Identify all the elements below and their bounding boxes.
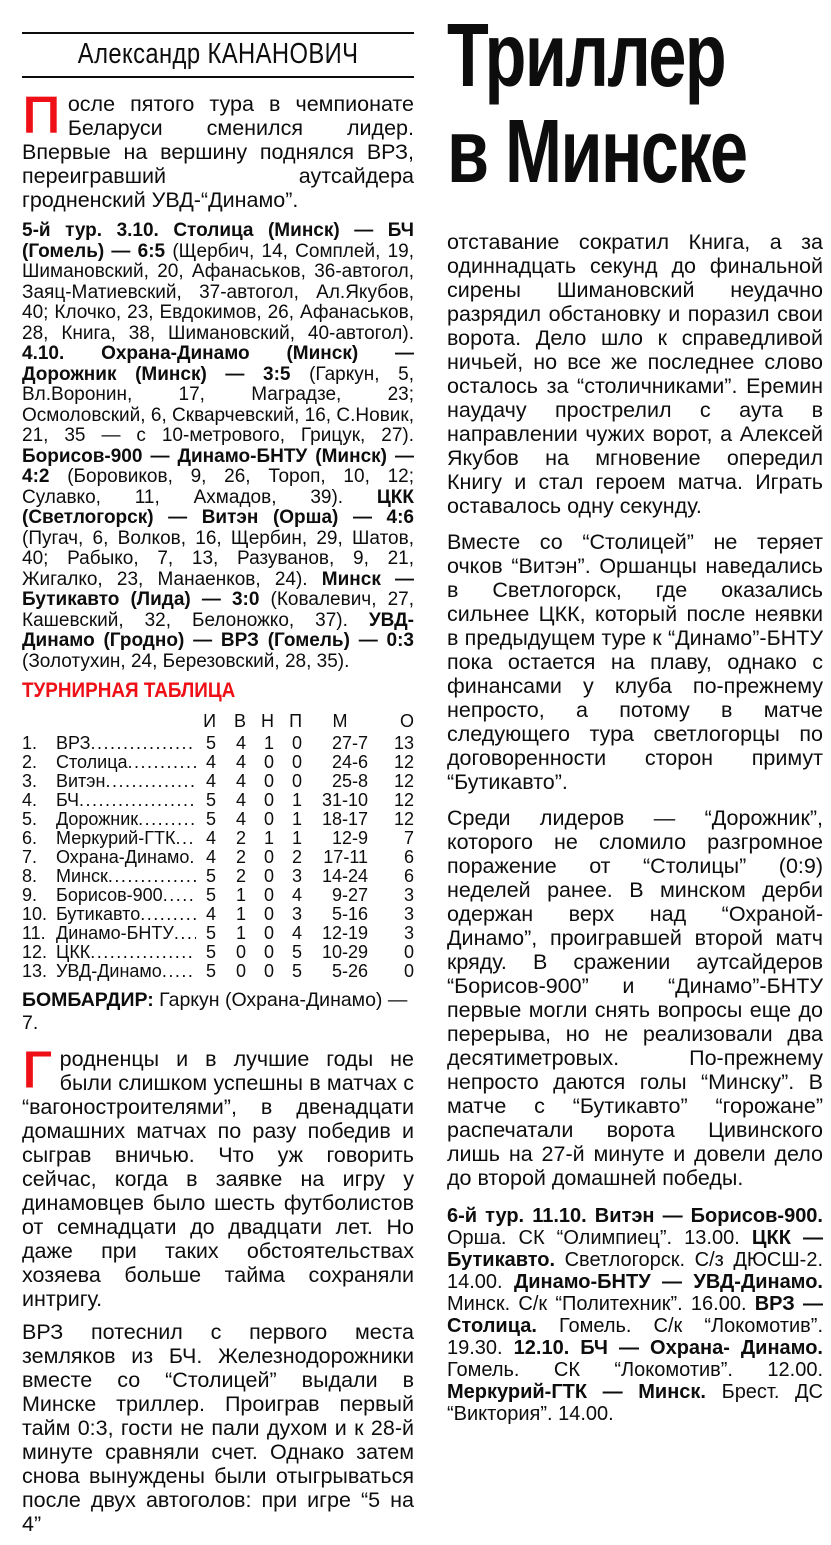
right-column (447, 0, 823, 1545)
dot-leader (79, 791, 196, 810)
team-name: Дорожник (56, 809, 139, 829)
standings-row (22, 886, 414, 905)
row-position: 12. (22, 942, 48, 962)
dot-leader (108, 867, 196, 886)
team-name: Меркурий-ГТК (56, 828, 176, 848)
team-name: Динамо-БНТУ (56, 923, 174, 943)
team-name: Столица (56, 752, 128, 772)
draws: 0 (263, 885, 274, 905)
games-played: 4 (205, 771, 216, 791)
standings-row (22, 848, 414, 867)
col-header-draws: Н (261, 711, 274, 731)
author-name: Александр КАНАНОВИЧ (77, 38, 359, 70)
draws: 1 (263, 733, 274, 753)
goal-difference: 5-26 (331, 961, 368, 981)
losses: 0 (291, 733, 302, 753)
wins: 4 (235, 790, 246, 810)
dot-leader (105, 772, 196, 791)
losses: 4 (291, 923, 302, 943)
games-played: 5 (205, 733, 216, 753)
standings-table (22, 712, 414, 981)
losses: 5 (291, 942, 302, 962)
games-played: 5 (205, 790, 216, 810)
lead-text: осле пятого тура в чемпионате Беларуси сменился лидер. Впервые на вершину поднялся ВРЗ, переигравший аутсайдера гродненский УВД-“Динамо”. (22, 92, 414, 212)
dot-leader (91, 734, 197, 753)
dot-leader (175, 829, 196, 848)
draws: 0 (263, 866, 274, 886)
standings-header-row (22, 712, 414, 731)
points: 0 (403, 942, 414, 962)
dot-leader (162, 962, 196, 981)
row-position: 8. (22, 866, 38, 886)
points: 6 (403, 866, 414, 886)
dot-leader (163, 886, 196, 905)
dot-leader (90, 943, 196, 962)
row-position: 7. (22, 847, 38, 867)
col-header-goals: М (332, 711, 348, 731)
points: 7 (403, 828, 414, 848)
article-headline (447, 8, 823, 200)
team-name: Бутикавто (56, 904, 141, 924)
games-played: 5 (205, 942, 216, 962)
games-played: 5 (205, 866, 216, 886)
standings-row (22, 924, 414, 943)
col-header-games: И (203, 711, 216, 731)
lead-paragraph (22, 85, 414, 212)
losses: 0 (291, 752, 302, 772)
standings-row (22, 791, 414, 810)
dot-leader (174, 924, 196, 943)
byline (22, 32, 414, 78)
draws: 0 (263, 904, 274, 924)
col-header-losses: П (289, 711, 302, 731)
goal-difference: 31-10 (321, 790, 368, 810)
draws: 1 (263, 828, 274, 848)
standings-rows (22, 734, 414, 981)
wins: 0 (235, 942, 246, 962)
paragraph-2-text: родненцы и в лучшие годы не были слишком успешны в матчах с “вагоностроителями”, в двенадцати домашних матчах по разу победив и сыграв вничью. Что уж говорить сейчас, когда в заявке на игру у динамовцев было шесть футболистов от семнадцати до двадцати лет. Но даже при таких обстоятельствах хозяева больше тайма сохраняли интригу. (22, 1047, 414, 1311)
games-played: 4 (205, 847, 216, 867)
losses: 1 (291, 828, 302, 848)
points: 3 (403, 885, 414, 905)
dot-leader (189, 848, 196, 867)
col-header-points: О (399, 711, 414, 731)
team-name: Витэн (56, 771, 106, 791)
draws: 0 (263, 847, 274, 867)
wins: 4 (235, 733, 246, 753)
points: 12 (393, 752, 414, 772)
row-position: 1. (22, 733, 38, 753)
dot-leader (138, 810, 196, 829)
goal-difference: 24-6 (331, 752, 368, 772)
points: 0 (403, 961, 414, 981)
standings-row (22, 772, 414, 791)
points: 6 (403, 847, 414, 867)
games-played: 4 (205, 752, 216, 772)
goal-difference: 14-24 (321, 866, 368, 886)
draws: 0 (263, 942, 274, 962)
wins: 4 (235, 771, 246, 791)
draws: 0 (263, 923, 274, 943)
losses: 3 (291, 904, 302, 924)
body-paragraph-2 (22, 1040, 414, 1311)
losses: 1 (291, 790, 302, 810)
wins: 1 (235, 885, 246, 905)
draws: 0 (263, 771, 274, 791)
standings-title (22, 679, 414, 703)
match-results-paragraph: 5-й тур. 3.10. Столица (Минск) — БЧ (Гомель) — 6:5 (Щербич, 14, Сомплей, 19, Шимановский, 20, Афанаськов, 36-автогол, Заяц-Матиевский, 37-автогол, Ал.Якубов, 40; Клочко, 23, Евдокимов, 26, Афанаськов, 28, Книга, 38, Шимановский, 40-автогол). 4.10. Охрана-Динамо (Минск) — Дорожник (Минск) — 3:5 (Гаркун, 5, Вл.Воронин, 17, Маградзе, 23; Осмоловский, 6, Скварчевский, 16, С.Новик, 21, 35 — с 10-метрового, Грицук, 27). Борисов-900 — Динамо-БНТУ (Минск) — 4:2 (Боровиков, 9, 26, Тороп, 10, 12; Сулавко, 11, Ахмадов, 39). ЦКК (Светлогорск) — Витэн (Орша) — 4:6 (Пугач, 6, Волков, 16, Щербин, 29, Шатов, 40; Рабыко, 7, 13, Разуванов, 9, 21, Жигалко, 23, Манаенков, 24). Минск — Бутикавто (Лида) — 3:0 (Ковалевич, 27, Кашевский, 32, Белоножко, 37). УВД-Динамо (Гродно) — ВРЗ (Гомель) — 0:3 (Золотухин, 24, Березовский, 28, 35). (22, 220, 415, 672)
drop-cap-g: Г (22, 1040, 53, 1100)
games-played: 5 (205, 961, 216, 981)
games-played: 5 (205, 809, 216, 829)
points: 12 (393, 790, 414, 810)
drop-cap-p: П (22, 85, 61, 145)
points: 12 (393, 809, 414, 829)
row-position: 3. (22, 771, 38, 791)
goal-difference: 5-16 (331, 904, 368, 924)
row-position: 13. (22, 961, 48, 981)
team-name: Минск (56, 866, 108, 886)
standings-row (22, 753, 414, 772)
goal-difference: 25-8 (331, 771, 368, 791)
col-header-wins: В (233, 711, 246, 731)
next-round-fixtures: 6-й тур. 11.10. Витэн — Борисов-900. Орша. СК “Олимпиец”. 13.00. ЦКК — Бутикавто. Светлогорск. С/з ДЮСШ-2. 14.00. Динамо-БНТУ — УВД-Динамо. Минск. С/к “Политехник”. 16.00. ВРЗ — Столица. Гомель. С/к “Локомотив”. 19.30. 12.10. БЧ — Охрана- Динамо. Гомель. СК “Локомотив”. 12.00. Меркурий-ГТК — Минск. Брест. ДС “Виктория”. 14.00. (447, 1205, 824, 1425)
wins: 2 (235, 866, 246, 886)
body-paragraph-3: ВРЗ потеснил с первого места земляков из БЧ. Железнодорожники вместе со “Столицей” выдали в Минске триллер. Проиграв первый тайм 0:3, гости не пали духом и к 28-й минуте сравняли счет. Однако затем снова вынуждены были отыгрываться после двух автоголов: при игре “5 на 4” (22, 1320, 414, 1536)
games-played: 5 (205, 923, 216, 943)
standings-row (22, 829, 414, 848)
top-scorer-line: БОМБАРДИР: Гаркун (Охрана-Динамо) — 7. (22, 989, 408, 1034)
goal-difference: 12-19 (321, 923, 368, 943)
dot-leader (140, 905, 196, 924)
wins: 0 (235, 961, 246, 981)
right-paragraph-2: Вместе со “Столицей” не теряет очков “Витэн”. Оршанцы наведались в Светлогорск, где оказались сильнее ЦКК, который после неявки в предыдущем туре к “Динамо”-БНТУ пока остается на плаву, однако с финансами у клуба по-прежнему непросто, а потому в матче следующего тура светлогорцы по договоренности сторон примут “Бутикавто”. (447, 530, 823, 794)
goal-difference: 12-9 (331, 828, 368, 848)
standings-row (22, 962, 414, 981)
wins: 2 (235, 847, 246, 867)
goal-difference: 17-11 (323, 847, 368, 867)
wins: 1 (235, 923, 246, 943)
headline-line-2: в Минске (447, 102, 747, 202)
losses: 5 (291, 961, 302, 981)
row-position: 9. (22, 885, 38, 905)
standings-row (22, 905, 414, 924)
draws: 0 (263, 809, 274, 829)
left-column (22, 0, 414, 1545)
losses: 1 (291, 809, 302, 829)
standings-title-text: ТУРНИРНАЯ ТАБЛИЦА (22, 679, 236, 702)
team-name: БЧ (56, 790, 80, 810)
draws: 0 (263, 961, 274, 981)
points: 3 (403, 904, 414, 924)
goal-difference: 9-27 (331, 885, 368, 905)
standings-row (22, 734, 414, 753)
row-position: 5. (22, 809, 38, 829)
row-position: 10. (22, 904, 48, 924)
losses: 3 (291, 866, 302, 886)
standings-row (22, 943, 414, 962)
games-played: 4 (205, 904, 216, 924)
team-name: УВД-Динамо (56, 961, 162, 981)
right-paragraph-3: Среди лидеров — “Дорожник”, которого не сломило разгромное поражение от “Столицы” (0:9) неделей ранее. В минском дерби одержан верх над “Охраной-Динамо”, проигравшей второй матч кряду. В сражении аутсайдеров “Борисов-900” и “Динамо”-БНТУ первые могли снять вопросы еще до перерыва, но не реализовали два десятиметровых. По-прежнему непросто даются голы “Минску”. В матче с “Бутикавто” “горожане” распечатали ворота Цивинского лишь на 27-й минуте и довели дело до второй домашней победы. (447, 806, 823, 1190)
wins: 1 (235, 904, 246, 924)
row-position: 11. (22, 923, 46, 943)
row-position: 6. (22, 828, 38, 848)
losses: 2 (291, 847, 302, 867)
right-paragraph-1: отставание сократил Книга, а за одиннадцать секунд до финальной сирены Шимановский неудачно разрядил обстановку и поразил свои ворота. Дело шло к справедливой ничьей, но все же последнее слово осталось за “столичниками”. Еремин наудачу прострелил с аута в направлении чужих ворот, а Алексей Якубов на мгновение опередил Книгу и стал героем матча. Играть оставалось одну секунду. (447, 230, 823, 518)
row-position: 4. (22, 790, 38, 810)
points: 12 (393, 771, 414, 791)
draws: 0 (263, 752, 274, 772)
games-played: 5 (205, 885, 216, 905)
losses: 0 (291, 771, 302, 791)
headline-line-1: Триллер (447, 6, 726, 106)
wins: 4 (235, 809, 246, 829)
games-played: 4 (205, 828, 216, 848)
team-name: Борисов-900 (56, 885, 163, 905)
losses: 4 (291, 885, 302, 905)
goal-difference: 10-29 (321, 942, 368, 962)
goal-difference: 27-7 (331, 733, 368, 753)
wins: 2 (235, 828, 246, 848)
wins: 4 (235, 752, 246, 772)
points: 13 (393, 733, 414, 753)
team-name: ЦКК (56, 942, 91, 962)
points: 3 (403, 923, 414, 943)
row-position: 2. (22, 752, 38, 772)
standings-row (22, 810, 414, 829)
team-name: ВРЗ (56, 733, 91, 753)
team-name: Охрана-Динамо (56, 847, 190, 867)
draws: 0 (263, 790, 274, 810)
standings-row (22, 867, 414, 886)
goal-difference: 18-17 (321, 809, 368, 829)
dot-leader (128, 753, 196, 772)
